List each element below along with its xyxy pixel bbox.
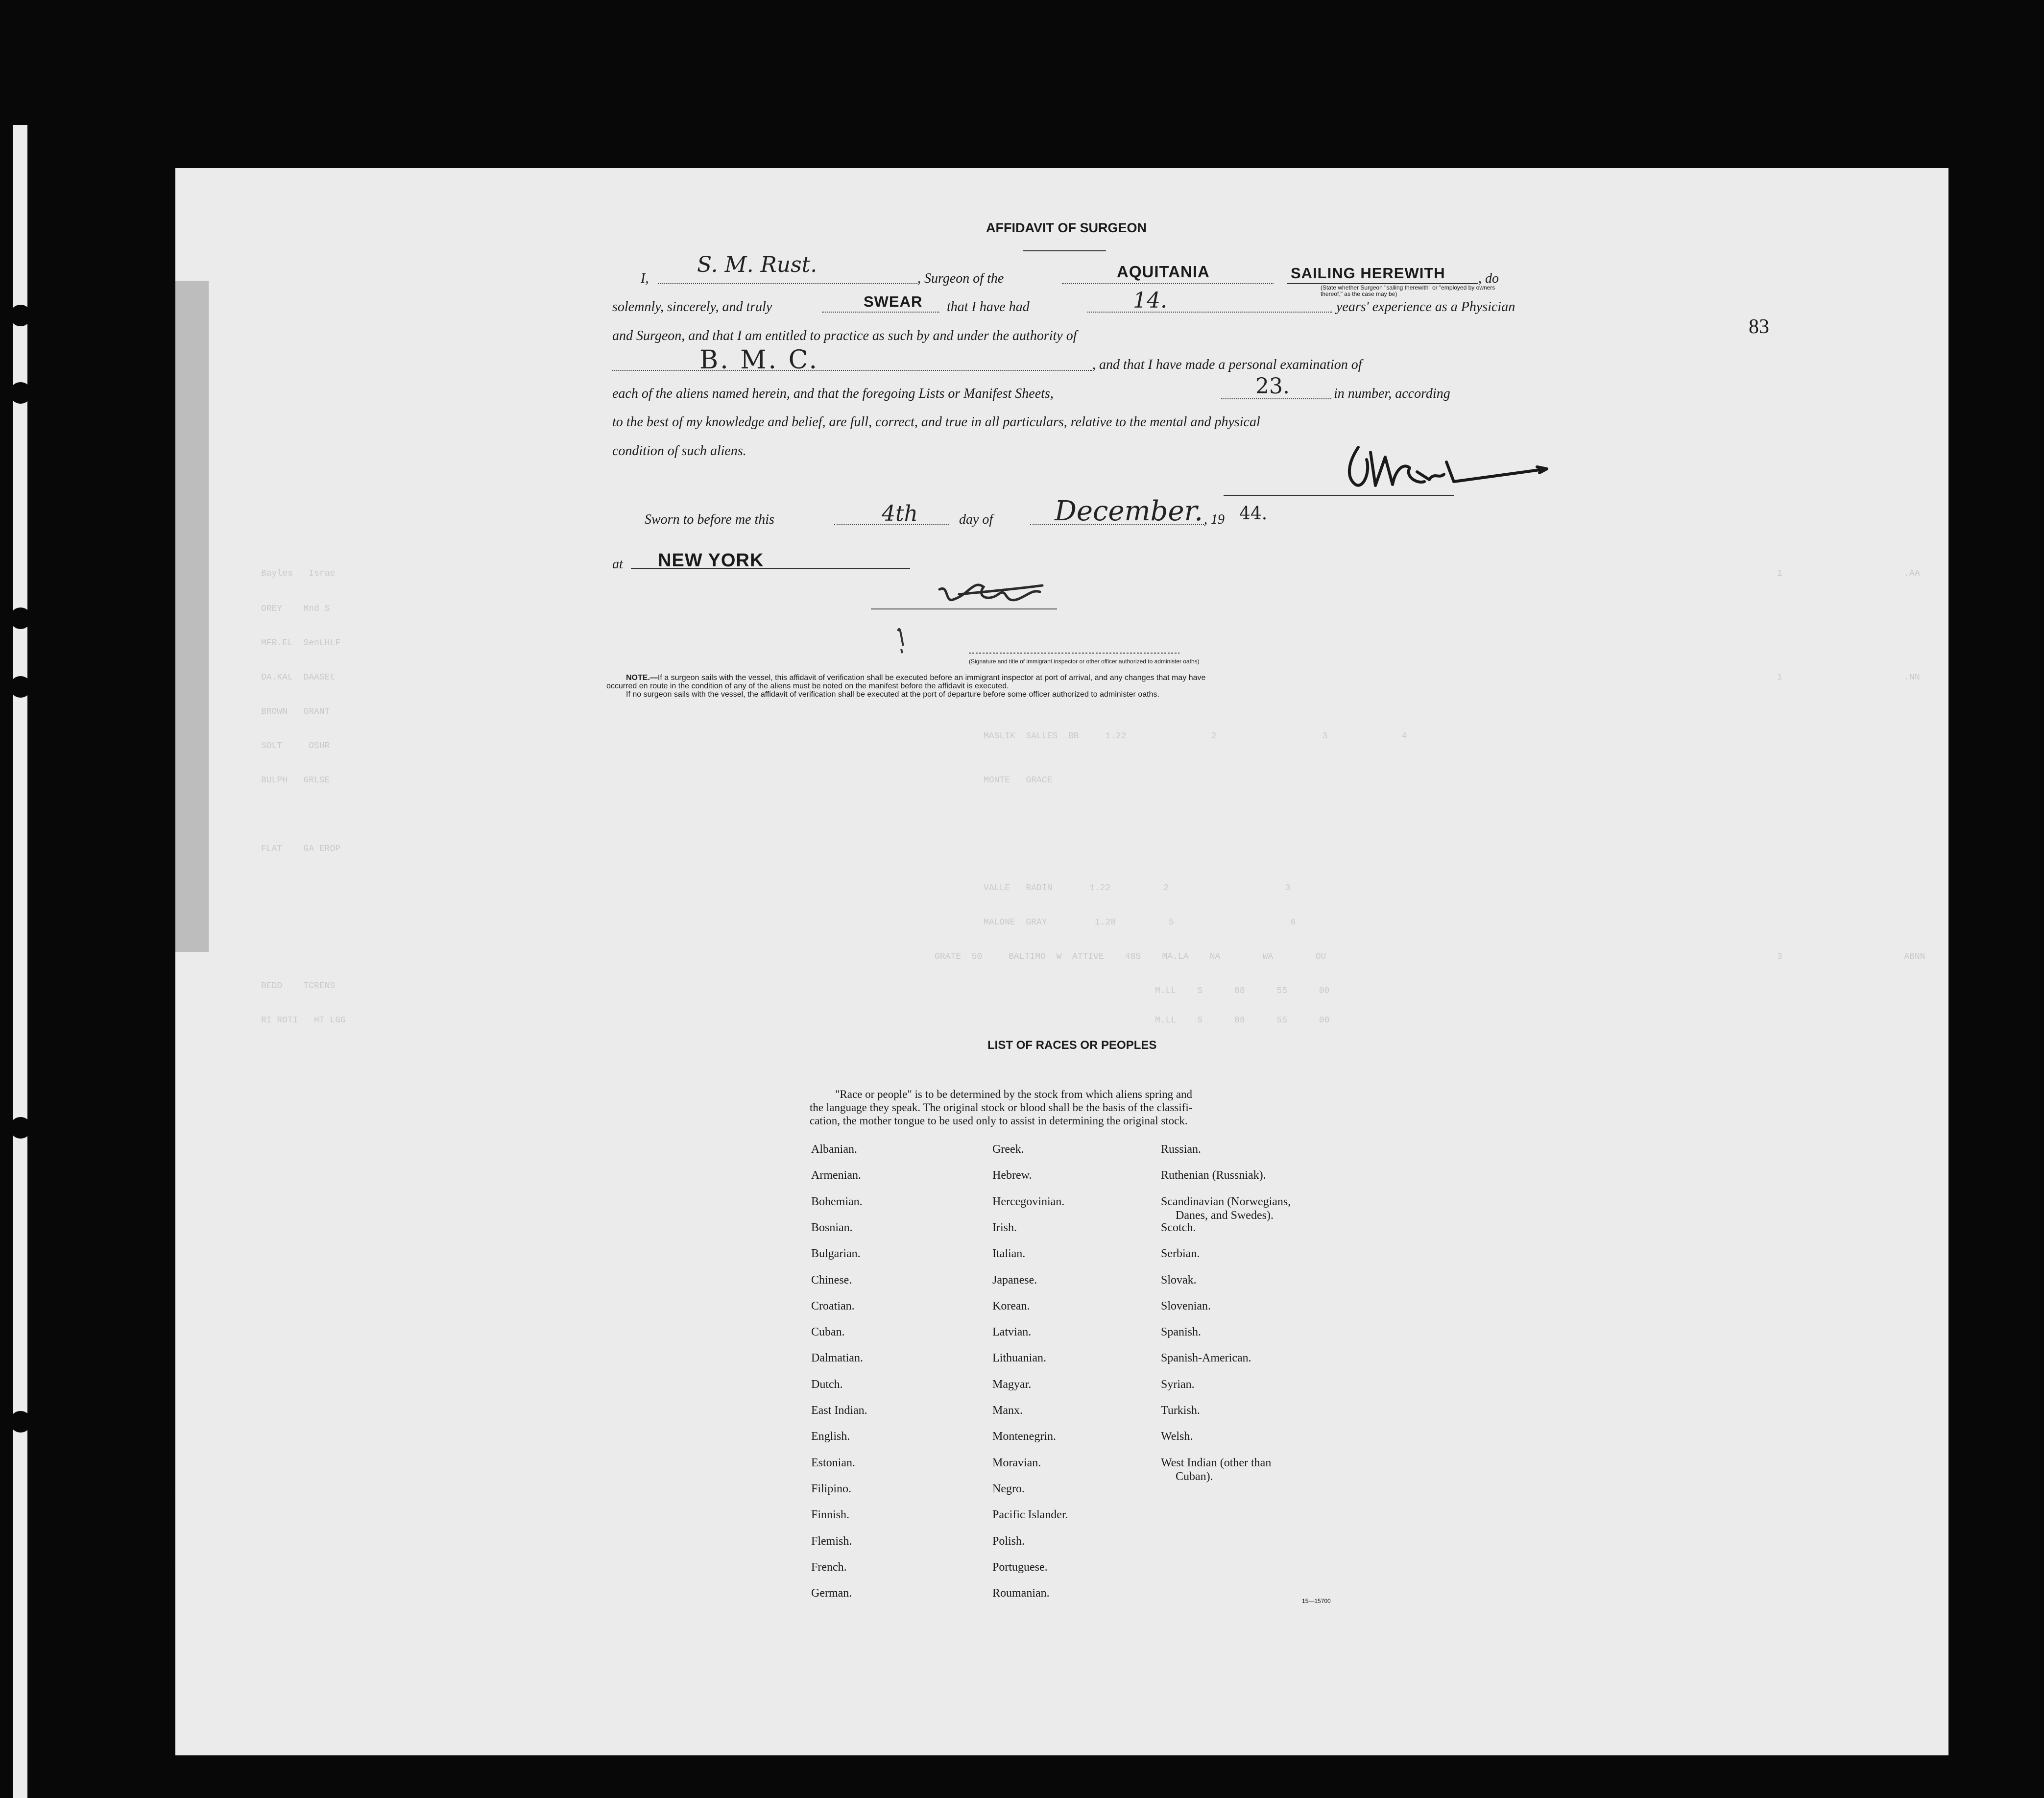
race-item: Finnish. xyxy=(811,1508,850,1522)
film-edge-strip xyxy=(13,125,27,1798)
affidavit-title: AFFIDAVIT OF SURGEON xyxy=(986,220,1147,235)
races-intro-line: cation, the mother tongue to be used only to assist in determining the original stock. xyxy=(810,1115,1188,1127)
authority-handwritten: B. M. C. xyxy=(699,345,819,375)
race-item: Cuban. xyxy=(811,1326,845,1339)
vessel-rule xyxy=(1062,283,1274,284)
race-item: Turkish. xyxy=(1161,1404,1200,1417)
bleed-through-text: 1 .NN xyxy=(1777,673,1920,682)
race-item: Danes, and Swedes). xyxy=(1176,1209,1274,1222)
day-handwritten: 4th xyxy=(882,501,918,526)
bleed-through-text: 1 .AA xyxy=(1777,569,1920,579)
race-item: Scandinavian (Norwegians, xyxy=(1161,1195,1291,1208)
race-item: Latvian. xyxy=(992,1326,1032,1339)
inspector-signature xyxy=(871,565,1184,663)
race-item: Pacific Islander. xyxy=(992,1508,1068,1522)
affidavit-line2-start: solemnly, sincerely, and truly xyxy=(612,299,772,315)
oath-rule xyxy=(822,312,939,313)
race-item: Ruthenian (Russniak). xyxy=(1161,1169,1266,1182)
race-item: Albanian. xyxy=(811,1143,857,1156)
bleed-through-text: DA.KAL DAASEt xyxy=(261,673,336,682)
races-intro-line: "Race or people" is to be determined by the stock from which aliens spring and xyxy=(835,1088,1193,1100)
bleed-through-text: MFR.EL SenLHLF xyxy=(261,638,341,648)
race-item: Croatian. xyxy=(811,1299,855,1312)
race-item: Cuban). xyxy=(1176,1470,1213,1483)
race-item: Manx. xyxy=(992,1404,1023,1417)
inspector-signature-caption: (Signature and title of immigrant inspector or other officer authorized to administer oaths) xyxy=(969,658,1200,665)
year-prefix: , 19 xyxy=(1204,512,1225,527)
note-line1: If a surgeon sails with the vessel, this affidavit of verification shall be executed before an immigrant inspector at port of arrival, and any changes that may have xyxy=(657,674,1206,682)
race-item: Serbian. xyxy=(1161,1247,1200,1261)
race-item: Roumanian. xyxy=(992,1587,1050,1600)
affidavit-line2-end: years' experience as a Physician xyxy=(1336,299,1515,315)
sailing-status: SAILING HEREWITH xyxy=(1291,265,1445,282)
bleed-through-text: SOLT OSHR xyxy=(261,741,330,751)
race-item: Spanish-American. xyxy=(1161,1352,1251,1365)
race-item: English. xyxy=(811,1430,850,1443)
sprocket-hole xyxy=(10,1411,31,1433)
bleed-through-text: BROWN GRANT xyxy=(261,707,330,717)
race-item: Magyar. xyxy=(992,1378,1032,1391)
race-item: Slovak. xyxy=(1161,1273,1197,1287)
race-item: Bohemian. xyxy=(811,1195,863,1208)
race-item: Russian. xyxy=(1161,1143,1202,1156)
surgeon-of-label: , Surgeon of the xyxy=(917,271,1004,286)
month-handwritten: December. xyxy=(1055,495,1203,527)
surgeon-name-handwritten: S. M. Rust. xyxy=(697,252,818,277)
page-edge-shadow xyxy=(175,281,209,952)
race-item: Spanish. xyxy=(1161,1326,1202,1339)
race-item: Filipino. xyxy=(811,1482,852,1495)
races-intro-line: the language they speak. The original stock or blood shall be the basis of the classifi- xyxy=(810,1101,1193,1114)
race-item: Welsh. xyxy=(1161,1430,1193,1443)
year-handwritten: 44. xyxy=(1239,504,1268,524)
title-underline xyxy=(1023,250,1106,251)
sworn-text: Sworn to before me this xyxy=(645,512,774,527)
surgeon-signature xyxy=(1224,433,1547,506)
oath-word: SWEAR xyxy=(864,293,923,310)
bleed-through-text: Bayles Israe xyxy=(261,569,336,579)
vessel-name: AQUITANIA xyxy=(1117,263,1210,281)
race-item: West Indian (other than xyxy=(1161,1456,1272,1469)
race-item: Bosnian. xyxy=(811,1221,853,1234)
authority-rule xyxy=(612,370,1092,371)
affidavit-line1-intro: I, xyxy=(641,271,649,286)
affidavit-line3: and Surgeon, and that I am entitled to practice as such by and under the authority of xyxy=(612,328,1077,343)
race-item: Korean. xyxy=(992,1299,1030,1312)
sprocket-hole xyxy=(10,382,31,404)
races-intro xyxy=(810,1088,1192,1127)
bleed-through-text: MONTE GRACE xyxy=(984,776,1053,785)
race-item: German. xyxy=(811,1587,852,1600)
affidavit-line5-end: in number, according xyxy=(1334,386,1450,401)
bleed-through-text: BEDD TCRENS xyxy=(261,981,336,991)
sprocket-hole xyxy=(10,607,31,629)
race-item: Negro. xyxy=(992,1482,1025,1495)
bleed-through-text: M.LL S 88 55 00 xyxy=(1155,986,1330,996)
bleed-through-text: GRATE 50 BALTIMO W ATTIVE 485 MA.LA NA WA OU xyxy=(935,952,1326,962)
race-item: Armenian. xyxy=(811,1169,861,1182)
do-word: , do xyxy=(1478,271,1499,286)
sheets-handwritten: 23. xyxy=(1255,374,1290,399)
affidavit-line4-end: , and that I have made a personal examination of xyxy=(1092,357,1362,372)
surgeon-name-rule xyxy=(658,283,917,284)
race-item: Scotch. xyxy=(1161,1221,1196,1234)
race-item: Flemish. xyxy=(811,1534,852,1548)
race-item: Hercegovinian. xyxy=(992,1195,1065,1208)
race-item: Moravian. xyxy=(992,1456,1041,1469)
affidavit-line5-start: each of the aliens named herein, and that the foregoing Lists or Manifest Sheets, xyxy=(612,386,1054,401)
years-rule xyxy=(1087,312,1332,313)
affidavit-line2-mid: that I have had xyxy=(947,299,1030,315)
day-of-label: day of xyxy=(959,512,993,527)
race-item: Bulgarian. xyxy=(811,1247,861,1261)
affidavit-line7: condition of such aliens. xyxy=(612,443,746,459)
affidavit-note xyxy=(606,674,1205,699)
document-page xyxy=(175,168,1948,1755)
races-title: LIST OF RACES OR PEOPLES xyxy=(987,1039,1157,1052)
race-item: Japanese. xyxy=(992,1273,1037,1287)
sailing-instruction-note: (State whether Surgeon "sailing therewith" or "employed by owners thereof," as the case may be) xyxy=(1321,284,1495,297)
bleed-through-text: FLAT GA EROP xyxy=(261,844,341,854)
note-line2: occurred en route in the condition of any of the aliens must be noted on the manifest before the affidavit is executed. xyxy=(606,682,1009,690)
race-item: Montenegrin. xyxy=(992,1430,1056,1443)
race-item: Dutch. xyxy=(811,1378,843,1391)
note-label: NOTE.— xyxy=(626,674,658,682)
bleed-through-text: MASLIK SALLES BB 1.22 2 3 4 xyxy=(984,731,1407,741)
race-item: East Indian. xyxy=(811,1404,867,1417)
note-line3: If no surgeon sails with the vessel, the affidavit of verification shall be executed at the port of departure before some officer authorized to administer oaths. xyxy=(626,690,1159,699)
race-item: Lithuanian. xyxy=(992,1352,1046,1365)
sprocket-hole xyxy=(10,305,31,326)
race-item: Dalmatian. xyxy=(811,1352,863,1365)
race-item: Portuguese. xyxy=(992,1560,1048,1574)
bleed-through-text: RI ROTI HT LGG xyxy=(261,1016,346,1025)
bleed-through-text: OREY Mnd S xyxy=(261,604,330,614)
race-item: Estonian. xyxy=(811,1456,855,1469)
bleed-through-text: MALONE GRAY 1.28 5 6 xyxy=(984,918,1296,927)
place-name: NEW YORK xyxy=(658,550,764,571)
race-item: Irish. xyxy=(992,1221,1017,1234)
race-item: French. xyxy=(811,1560,847,1574)
affidavit-line6: to the best of my knowledge and belief, are full, correct, and true in all particulars, relative to the mental and physical xyxy=(612,414,1260,430)
race-item: Chinese. xyxy=(811,1273,852,1287)
race-item: Polish. xyxy=(992,1534,1025,1548)
race-item: Greek. xyxy=(992,1143,1024,1156)
race-item: Italian. xyxy=(992,1247,1026,1261)
at-label: at xyxy=(612,557,623,572)
page-number: 83 xyxy=(1749,316,1769,338)
years-handwritten: 14. xyxy=(1133,288,1167,313)
sprocket-hole xyxy=(10,1117,31,1139)
bleed-through-text: BULPH GRLSE xyxy=(261,776,330,785)
form-number: 15—15700 xyxy=(1302,1598,1331,1604)
bleed-through-text: M.LL S 88 55 00 xyxy=(1155,1016,1330,1025)
bleed-through-text: 3 ABNN xyxy=(1777,952,1925,962)
sprocket-hole xyxy=(10,676,31,698)
bleed-through-text: VALLE RADIN 1.22 2 3 xyxy=(984,883,1291,893)
race-item: Slovenian. xyxy=(1161,1299,1211,1312)
race-item: Syrian. xyxy=(1161,1378,1195,1391)
race-item: Hebrew. xyxy=(992,1169,1032,1182)
